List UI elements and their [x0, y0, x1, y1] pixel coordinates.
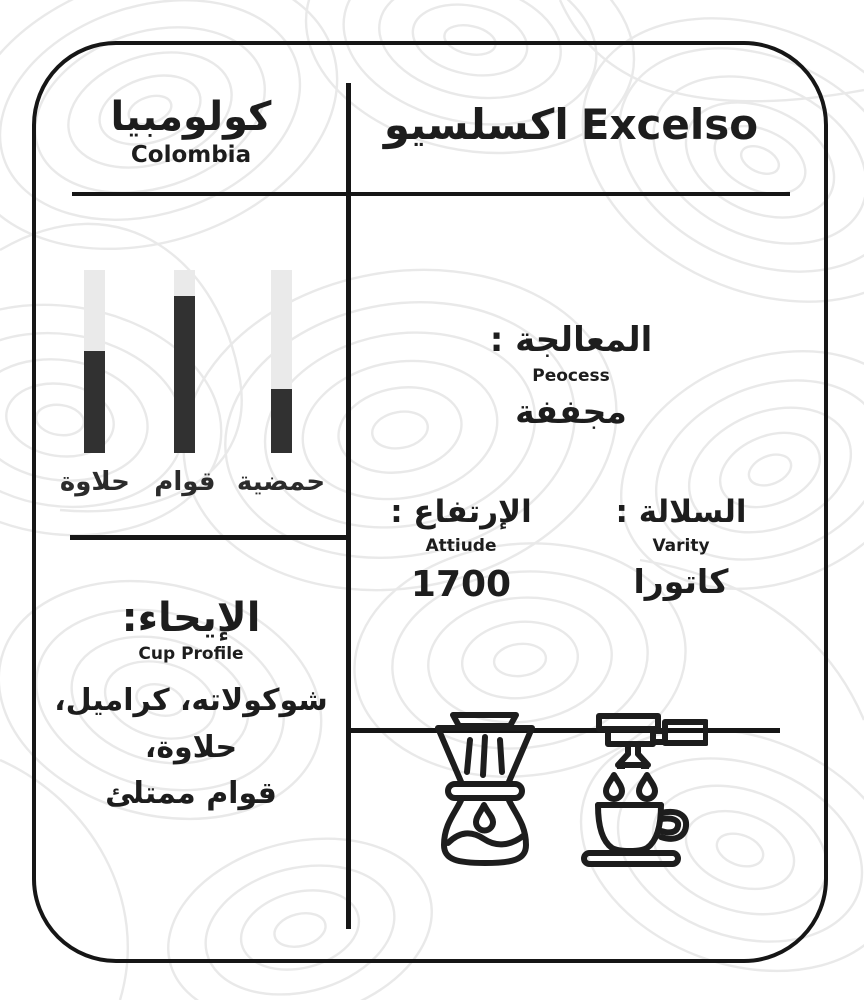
cup-profile-block	[36, 596, 346, 818]
variety-label-arabic: السلالة :	[615, 494, 747, 530]
bar-label: حلاوة	[59, 467, 130, 497]
process-label-english: Peocess	[532, 365, 610, 386]
flavor-note-line: قوام ممتلئ	[105, 776, 277, 811]
brew-methods-row	[351, 712, 791, 867]
bar-acidity	[237, 270, 325, 497]
bar-fill	[84, 351, 105, 453]
cup-profile-title-arabic: الإيحاء:	[121, 595, 261, 641]
chart-section-divider	[70, 535, 346, 540]
espresso-portafilter-cup-icon	[581, 712, 708, 867]
origin-block	[36, 94, 346, 168]
altitude-label-english: Attiude	[425, 536, 497, 557]
flavor-note-line: حلاوة،	[144, 729, 238, 765]
cup-profile-title-english: Cup Profile	[138, 644, 244, 664]
altitude-label-arabic: الإرتفاع :	[390, 494, 532, 530]
product-title	[351, 100, 791, 149]
process-block	[351, 320, 791, 431]
origin-title-underline	[72, 192, 346, 196]
cup-profile-notes	[36, 678, 346, 818]
process-label-arabic: المعالجة :	[489, 320, 653, 360]
bar-track	[271, 270, 292, 453]
variety-value: كاتورا	[633, 562, 729, 602]
process-value: مجففة	[515, 391, 627, 431]
altitude-block	[351, 494, 571, 605]
bar-fill	[271, 389, 292, 453]
variety-block	[571, 494, 791, 605]
origin-title-arabic: كولومبيا	[110, 94, 272, 140]
pour-over-brewer-icon	[435, 712, 535, 867]
variety-label-english: Varity	[652, 536, 710, 557]
bar-sweetness	[57, 270, 133, 497]
origin-title-english: Colombia	[130, 142, 252, 168]
bar-label: قوام	[154, 467, 216, 497]
bar-body	[147, 270, 223, 497]
bar-fill	[174, 296, 195, 453]
bar-label: حمضية	[236, 467, 326, 497]
product-title-english: Excelso	[580, 100, 759, 149]
altitude-value: 1700	[410, 564, 512, 606]
bar-track	[174, 270, 195, 453]
product-title-underline	[351, 192, 790, 196]
specs-row	[351, 494, 791, 605]
flavor-note-line: شوكولاته، كراميل،	[54, 683, 328, 718]
taste-profile-bar-chart	[36, 270, 346, 497]
product-title-arabic: اكسلسيو	[383, 100, 569, 149]
bar-track	[84, 270, 105, 453]
